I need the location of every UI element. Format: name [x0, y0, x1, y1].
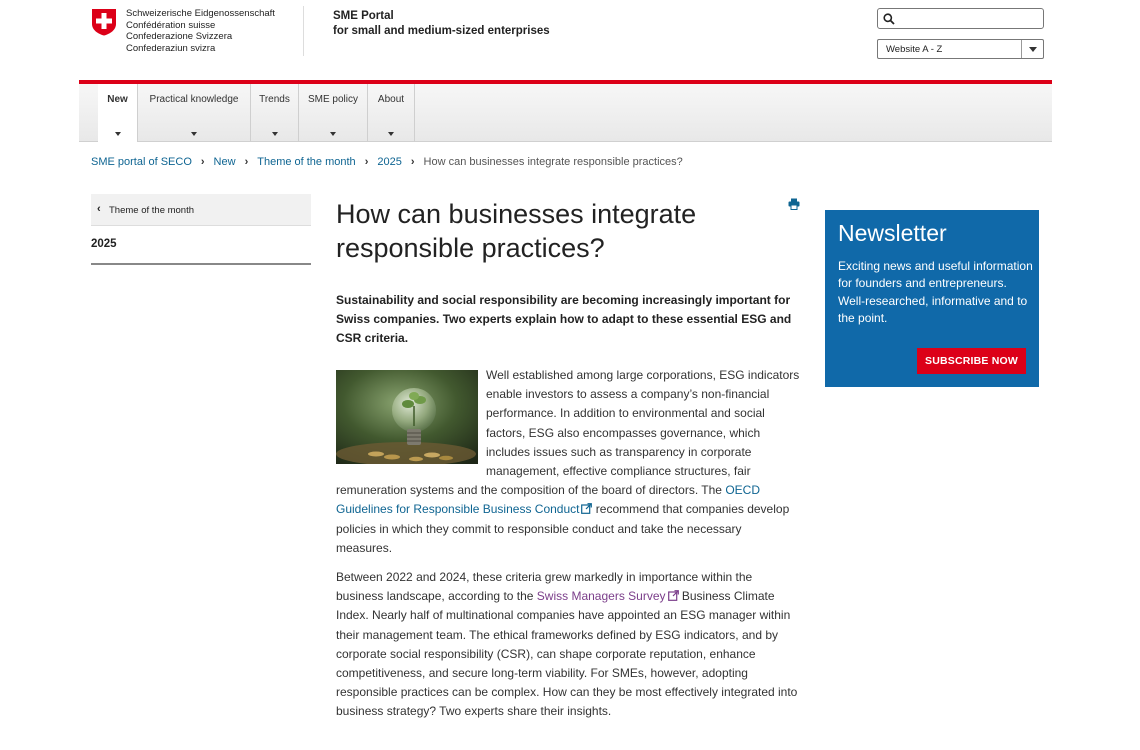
swiss-cross-icon[interactable]	[91, 8, 117, 36]
paragraph-2-text-end: Business Climate Index. Nearly half of multinational companies have appointed an ESG manager within their management team. The ethical frameworks defined by ESG indicators, and by corporate social responsibility (CSR), can shape corporate reputation, enhance competitiveness, and secure long-term viability. For SMEs, however, adopting responsible practices can be complex. How can they be most effectively integrated into business strategy? Two experts share their insights.	[336, 589, 798, 719]
chevron-down-icon	[1029, 47, 1037, 52]
breadcrumb-link-new[interactable]: New	[213, 156, 236, 168]
chevron-down-icon	[115, 132, 121, 136]
newsletter-text: Exciting news and useful information for founders and entrepreneurs. Well-researched, informative and to the point.	[838, 259, 1033, 326]
confederation-line-it: Confederazione Svizzera	[126, 31, 233, 43]
article-paragraph-1	[336, 366, 800, 558]
nav-item-label: New	[107, 94, 128, 105]
sidebar-item-2025[interactable]	[91, 238, 311, 265]
nav-item-label: SME policy	[307, 94, 358, 105]
chevron-down-icon	[272, 132, 278, 136]
nav-item-new[interactable]	[98, 84, 138, 142]
nav-item-trends[interactable]	[251, 84, 299, 142]
breadcrumb-link-theme-of-the-month[interactable]: Theme of the month	[257, 156, 356, 168]
paragraph-1-text-end: recommend that companies develop policies in which they commit to responsible conduct and take the necessary measures.	[336, 502, 790, 555]
chevron-down-icon	[388, 132, 394, 136]
nav-item-practical-knowledge[interactable]	[138, 84, 251, 142]
breadcrumb-current: How can businesses integrate responsible practices?	[423, 156, 683, 168]
oecd-guidelines-link-text: OECD Guidelines for Responsible Business Conduct	[336, 483, 760, 517]
swiss-managers-survey-link[interactable]	[537, 589, 679, 603]
image-float-space	[336, 366, 486, 468]
website-a-z-select[interactable]	[877, 39, 1044, 59]
portal-title-main: SME Portal	[333, 10, 394, 22]
newsletter-title: Newsletter	[838, 220, 947, 246]
sidebar-item-label: 2025	[91, 238, 117, 250]
paragraph-1-text-start: Well established among large corporations, ESG indicators enable investors to assess a company’s non-financial performance. In addition to environmental and social factors, ESG also encompasses governance, which includes issues such as transparency in corporate management, effective compliance structures, fair remuneration systems and the composition of the board of directors. The	[336, 368, 800, 498]
chevron-right-icon: ›	[410, 156, 415, 168]
external-link-icon	[581, 503, 592, 514]
chevron-down-icon	[191, 132, 197, 136]
external-link-icon	[668, 590, 679, 601]
nav-item-label: Trends	[259, 94, 290, 105]
search-icon[interactable]	[883, 13, 895, 25]
nav-item-label: Practical knowledge	[149, 94, 239, 105]
breadcrumb-link-2025[interactable]: 2025	[377, 156, 402, 168]
chevron-right-icon: ›	[244, 156, 249, 168]
article-paragraph-2	[336, 568, 800, 722]
chevron-left-icon: ‹	[97, 203, 101, 215]
confederation-name	[126, 8, 275, 54]
confederation-line-rm: Confederaziun svizra	[126, 42, 216, 54]
sidebar-back-link[interactable]	[91, 194, 311, 226]
chevron-right-icon: ›	[200, 156, 205, 168]
chevron-down-icon	[330, 132, 336, 136]
page-title: How can businesses integrate responsible practices?	[336, 199, 697, 263]
main-nav	[79, 84, 1052, 142]
print-icon[interactable]	[788, 198, 800, 210]
newsletter-box	[825, 210, 1039, 387]
nav-item-label: About	[377, 94, 405, 105]
portal-title-subtitle: for small and medium-sized enterprises	[333, 25, 550, 37]
breadcrumb	[91, 156, 683, 168]
confederation-line-fr: Confédération suisse	[126, 19, 216, 31]
sidebar-back-label: Theme of the month	[109, 205, 195, 216]
nav-item-about[interactable]	[368, 84, 415, 142]
swiss-managers-survey-link-text: Swiss Managers Survey	[536, 589, 666, 604]
header-divider	[303, 6, 304, 56]
subscribe-now-button[interactable]: SUBSCRIBE NOW	[917, 348, 1026, 374]
nav-item-sme-policy[interactable]	[299, 84, 368, 142]
confederation-line-de: Schweizerische Eidgenossenschaft	[126, 8, 275, 19]
site-select-value: Website A - Z	[886, 44, 943, 55]
paragraph-2-text-start: Between 2022 and 2024, these criteria grew markedly in importance within the business landscape, according to the	[336, 570, 753, 604]
portal-title[interactable]	[333, 9, 550, 39]
select-separator	[1021, 40, 1022, 58]
article-lead: Sustainability and social responsibility are becoming increasingly important for Swiss companies. Two experts explain how to adapt to these essential ESG and CSR criteria.	[336, 293, 792, 346]
search-input[interactable]	[877, 8, 1044, 29]
chevron-right-icon: ›	[364, 156, 369, 168]
breadcrumb-link-sme-portal[interactable]: SME portal of SECO	[91, 156, 192, 168]
